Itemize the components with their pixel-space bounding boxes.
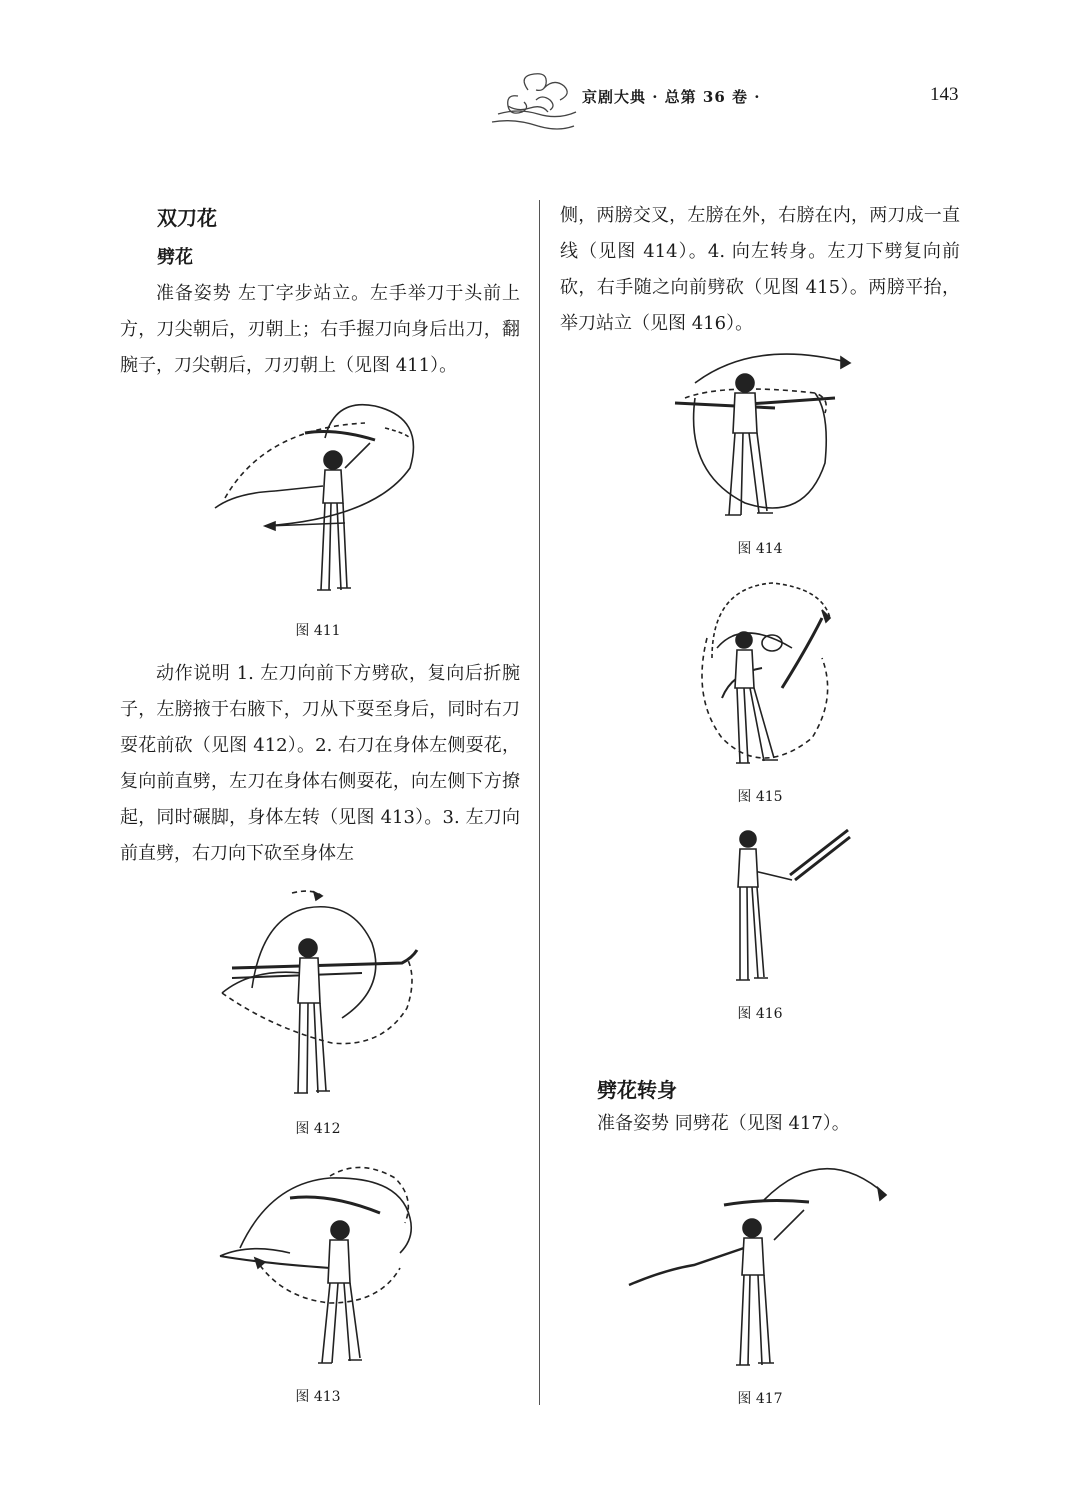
column-divider: [539, 200, 540, 1405]
figure-414: [665, 343, 860, 528]
figure-414-illustration: [665, 343, 860, 528]
right-para-prep: [597, 1106, 967, 1142]
figure-417: [624, 1160, 894, 1375]
figure-413-caption: 图 413: [295, 1389, 341, 1405]
section-title-pihua-turn: 劈花转身: [597, 1078, 677, 1102]
subsection-title-pihua: 劈花: [157, 247, 193, 268]
right-para-cont: [560, 198, 960, 342]
figure-411: [205, 398, 445, 603]
turn-prep-paragraph: 准备姿势 同劈花（见图 417）。: [597, 1113, 850, 1134]
figure-415: [682, 578, 837, 773]
figure-412-illustration: [212, 888, 422, 1103]
figure-413-illustration: [210, 1158, 430, 1373]
figure-412-caption: 图 412: [295, 1121, 341, 1137]
cloud-logo-icon: [488, 66, 578, 136]
figure-417-illustration: [624, 1160, 894, 1375]
figure-413: [210, 1158, 430, 1373]
left-para-prep: [120, 276, 520, 384]
figure-415-illustration: [682, 578, 837, 773]
continued-paragraph: 侧，两膀交叉，左膀在外，右膀在内，两刀成一直线（见图 414）。4. 向左转身。左刀下劈复向前砍，右手随之向前劈砍（见图 415）。两膀平抬，举刀站立（见图 416）。: [560, 205, 960, 334]
header-title: 京剧大典 · 总第 36 卷 ·: [582, 88, 761, 106]
page-number: 143: [930, 84, 959, 105]
figure-415-caption: 图 415: [737, 789, 783, 805]
figure-416: [720, 825, 855, 990]
figure-416-caption: 图 416: [737, 1006, 783, 1022]
actions-paragraph: 动作说明 1. 左刀向前下方劈砍，复向后折腕子，左膀掖于右腋下，刀从下耍至身后，同时右刀耍花前砍（见图 412）。2. 右刀在身体左侧耍花，复向前直劈，左刀在身体右侧耍花，向左侧下方撩起，同时碾脚，身体左转（见图 413）。3. 左刀向前直劈，右刀向下砍至身体左: [120, 663, 520, 864]
prep-paragraph: 准备姿势 左丁字步站立。左手举刀于头前上方，刀尖朝后，刃朝上；右手握刀向身后出刀，翻腕子，刀尖朝后，刀刃朝上（见图 411）。: [120, 283, 520, 376]
figure-414-caption: 图 414: [737, 541, 783, 557]
page-header: [0, 0, 1080, 150]
figure-416-illustration: [720, 825, 855, 990]
figure-412: [212, 888, 422, 1103]
figure-417-caption: 图 417: [737, 1391, 783, 1407]
left-para-actions: [120, 656, 520, 872]
section-title-double-sword: 双刀花: [157, 206, 217, 230]
figure-411-caption: 图 411: [295, 623, 341, 639]
figure-411-illustration: [205, 398, 445, 603]
